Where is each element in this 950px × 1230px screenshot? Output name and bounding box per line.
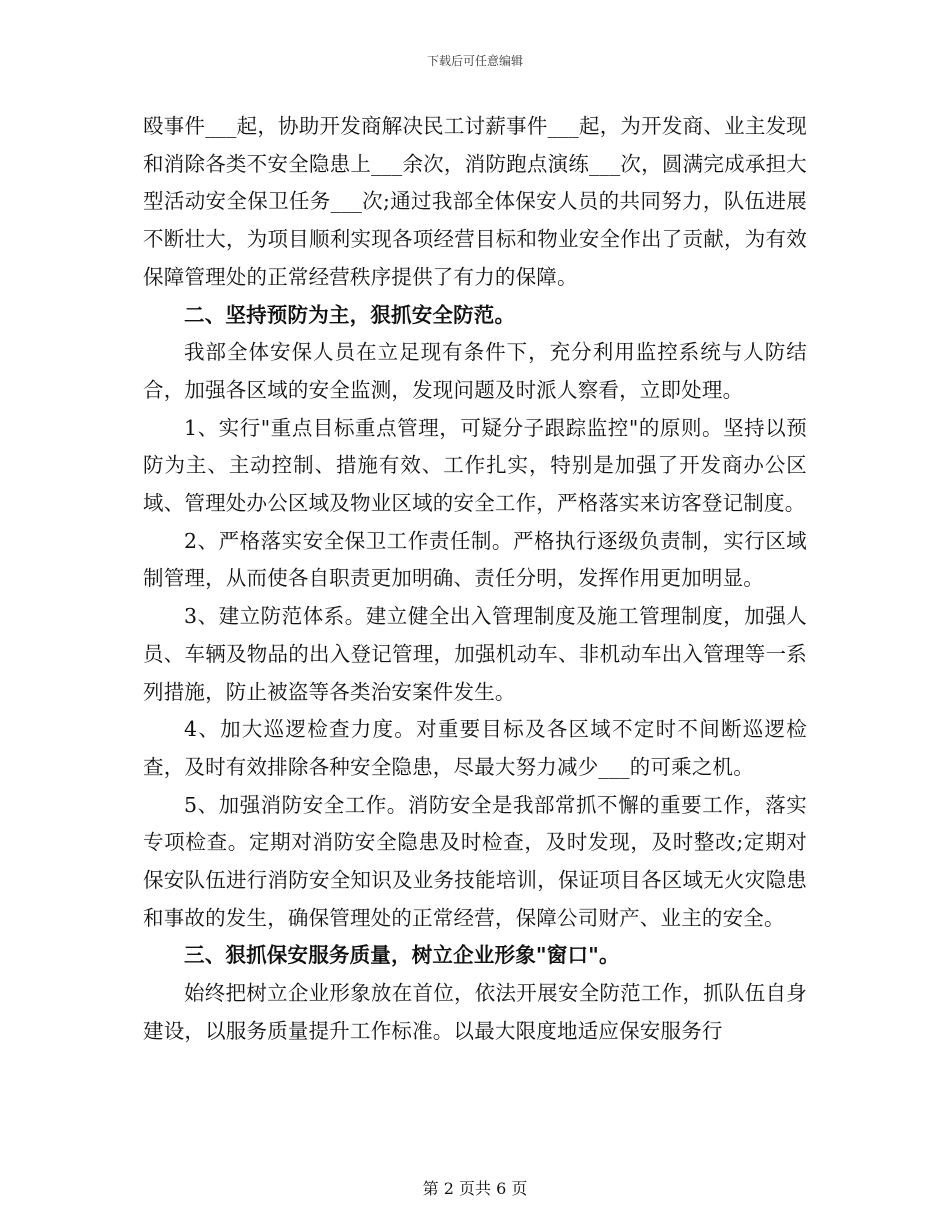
- list-item: 5、加强消防安全工作。消防安全是我部常抓不懈的重要工作，落实专项检查。定期对消防安全隐患及时检查，及时发现，及时整改;定期对保安队伍进行消防安全知识及业务技能培训，保证项目各区域无火灾隐患和事故的发生，确保管理处的正常经营，保障公司财产、业主的安全。: [143, 792, 807, 930]
- list-item: 2、严格落实安全保卫工作责任制。严格执行逐级负责制，实行区域制管理，从而使各自职责更加明确、责任分明，发挥作用更加明显。: [143, 528, 807, 591]
- paragraph: 我部全体安保人员在立足现有条件下，充分利用监控系统与人防结合，加强各区域的安全监测，发现问题及时派人察看，立即处理。: [143, 340, 807, 402]
- paragraph: 殴事件___起，协助开发商解决民工讨薪事件___起，为开发商、业主发现和消除各类不安全隐患上___余次，消防跑点演练___次，圆满完成承担大型活动安全保卫任务___次;通过我部全体保安人员的共同努力，队伍进展不断壮大，为项目顺利实现各项经营目标和物业安全作出了贡献，为有效保障管理处的正常经营秩序提供了有力的保障。: [143, 114, 807, 289]
- list-item: 3、建立防范体系。建立健全出入管理制度及施工管理制度，加强人员、车辆及物品的出入登记管理，加强机动车、非机动车出入管理等一系列措施，防止被盗等各类治安案件发生。: [143, 604, 807, 704]
- list-item: 1、实行"重点目标重点管理，可疑分子跟踪监控"的原则。坚持以预防为主、主动控制、措施有效、工作扎实，特别是加强了开发商办公区域、管理处办公区域及物业区域的安全工作，严格落实来访客登记制度。: [143, 415, 807, 516]
- page-header: 下载后可任意编辑: [426, 54, 523, 68]
- section-heading: 二、坚持预防为主，狠抓安全防范。: [184, 302, 516, 327]
- page-footer: 第 2 页共 6 页: [422, 1179, 528, 1198]
- list-item: 4、加大巡逻检查力度。对重要目标及各区域不定时不间断巡逻检查，及时有效排除各种安全隐患，尽最大努力减少___的可乘之机。: [143, 717, 807, 779]
- document-body: [143, 108, 807, 1051]
- paragraph: 始终把树立企业形象放在首位，依法开展安全防范工作，抓队伍自身建设，以服务质量提升工作标准。以最大限度地适应保安服务行: [143, 981, 807, 1043]
- section-heading: 三、狠抓保安服务质量，树立企业形象"窗口"。: [184, 943, 620, 968]
